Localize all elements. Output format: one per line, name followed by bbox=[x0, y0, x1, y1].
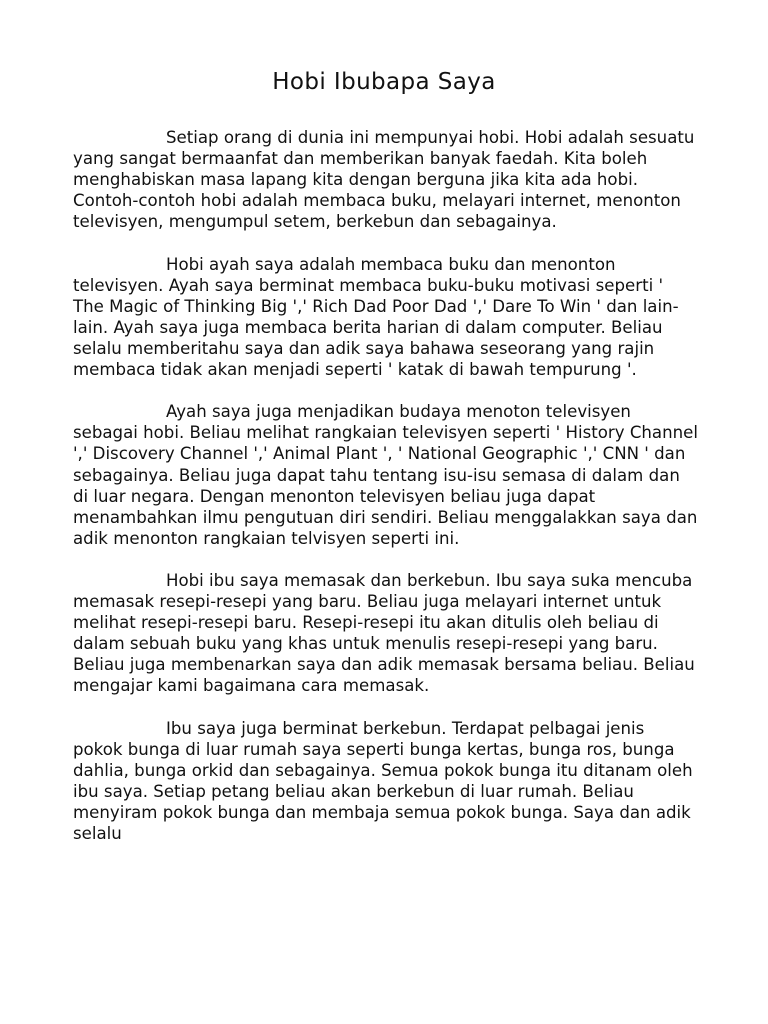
paragraph-2: Hobi ayah saya adalah membaca buku dan menonton televisyen. Ayah saya berminat membaca buku-buku motivasi seperti ' The Magic of Thinking Big ',' Rich Dad Poor Dad ',' Dare To Win ' dan lain-lain. Ayah saya juga membaca berita harian di dalam computer. Beliau selalu memberitahu saya dan adik saya bahawa seseorang yang rajin membaca tidak akan menjadi seperti ' katak di bawah tempurung '. bbox=[73, 254, 679, 380]
paragraph-5: Ibu saya juga berminat berkebun. Terdapat pelbagai jenis pokok bunga di luar rumah saya seperti bunga kertas, bunga ros, bunga dahlia, bunga orkid dan sebagainya. Semua pokok bunga itu ditanam oleh ibu saya. Setiap petang beliau akan berkebun di luar rumah. Beliau menyiram pokok bunga dan membaja semua pokok bunga. Saya dan adik selalu bbox=[73, 718, 693, 844]
paragraph-4: Hobi ibu saya memasak dan berkebun. Ibu saya suka mencuba memasak resepi-resepi yang baru. Beliau juga melayari internet untuk melihat resepi-resepi baru. Resepi-resepi itu akan ditulis oleh beliau di dalam sebuah buku yang khas untuk menulis resepi-resepi yang baru. Beliau juga membenarkan saya dan adik memasak bersama beliau. Beliau mengajar kami bagaimana cara memasak. bbox=[73, 570, 695, 696]
paragraph-3: Ayah saya juga menjadikan budaya menoton televisyen sebagai hobi. Beliau melihat rangkaian televisyen seperti ' History Channel ',' Discovery Channel ',' Animal Plant ', ' National Geographic ',' CNN ' dan sebagainya. Beliau juga dapat tahu tentang isu-isu semasa di dalam dan di luar negara. Dengan menonton televisyen beliau juga dapat menambahkan ilmu pengutuan diri sendiri. Beliau menggalakkan saya dan adik menonton rangkaian telvisyen seperti ini. bbox=[73, 402, 698, 548]
document-body bbox=[73, 127, 698, 865]
paragraph-1: Setiap orang di dunia ini mempunyai hobi. Hobi adalah sesuatu yang sangat bermaanfat dan memberikan banyak faedah. Kita boleh menghabiskan masa lapang kita dengan berguna jika kita ada hobi. Contoh-contoh hobi adalah membaca buku, melayari internet, menonton televisyen, mengumpul setem, berkebun dan sebagainya. bbox=[73, 128, 695, 232]
document-title: Hobi Ibubapa Saya bbox=[272, 69, 496, 95]
